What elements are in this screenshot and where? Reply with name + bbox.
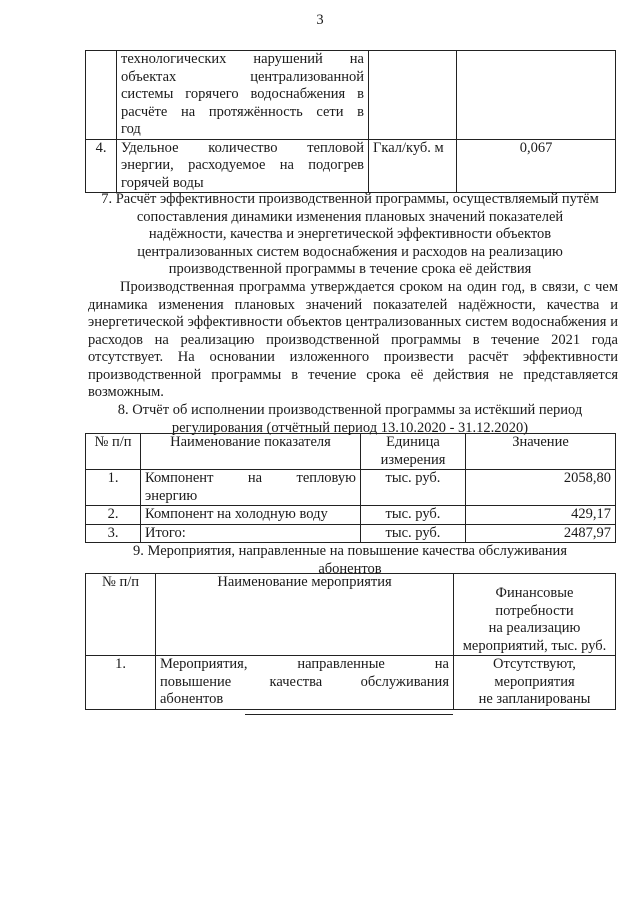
text-line: системы горячего водоснабжения в (121, 86, 364, 102)
indicator-name-cell: Компонент на холодную воду (141, 506, 361, 525)
table-header-row (86, 434, 616, 470)
indicator-name-cell (117, 139, 369, 193)
value-cell: 2058,80 (466, 470, 616, 506)
text-line: Отсутствуют, (493, 656, 576, 672)
table-row (86, 470, 616, 506)
heading-line: 9. Мероприятия, направленные на повышение качества обслуживания (133, 543, 567, 559)
heading-line: 8. Отчёт об исполнении производственной программы за истёкший период (117, 402, 583, 418)
text-line: на реализацию (488, 620, 581, 636)
heading-line: 7. Расчёт эффективности производственной программы, осуществляемый путём (101, 191, 599, 207)
text-line: расчёте на протяжённость сети в (121, 103, 364, 120)
text-line: энергии, расходуемое на подогрев (121, 157, 364, 173)
section-8-heading (80, 402, 620, 437)
unit-cell (369, 51, 457, 140)
text-line: не запланированы (478, 691, 591, 707)
table-row (86, 524, 616, 543)
text-line: горячей воды (121, 174, 204, 191)
row-number-cell: 2. (86, 506, 141, 525)
header-financial-needs (454, 574, 616, 656)
section-7-paragraph: Производственная программа утверждается сроком на один год, в связи, с чем динамика изменения плановых значений показателей надёжности, качества и энергетической эффективности объектов централизованных систем водоснабжения и расходов на реализацию производственной программы в течение 2021 года отсутствует. На основании изложенного произвести расчёт эффективности производственной программы в течение срока её действия не представляется возможным. (88, 279, 618, 400)
table-row (86, 51, 616, 140)
text-line: мероприятия (494, 673, 575, 690)
text-line: повышение качества обслуживания (160, 673, 449, 690)
heading-line: регулирования (отчётный период 13.10.2020 - 31.12.2020) (171, 419, 529, 436)
service-measures-table (85, 573, 616, 710)
section-7-heading (80, 191, 620, 279)
heading-line: сопоставления динамики изменения плановых значений показателей (136, 208, 564, 225)
header-indicator-name: Наименование показателя (141, 434, 361, 470)
row-number-cell: 1. (86, 656, 156, 710)
row-number-cell (86, 51, 117, 140)
header-unit: Единица измерения (361, 434, 466, 470)
header-measure-name: Наименование мероприятия (156, 574, 454, 656)
value-cell (457, 51, 616, 140)
indicator-name-cell (117, 51, 369, 140)
header-number: № п/п (86, 434, 141, 470)
text-line: потребности (495, 602, 574, 619)
table-row (86, 506, 616, 525)
text-line: Мероприятия, направленные на (160, 656, 449, 672)
value-cell: 0,067 (457, 139, 616, 193)
header-value: Значение (466, 434, 616, 470)
text-line: Финансовые (495, 585, 574, 601)
text-line: год (121, 121, 141, 137)
text-line: технологических нарушений на (121, 51, 364, 67)
measure-name-cell (156, 656, 454, 710)
program-report-table (85, 433, 616, 543)
value-cell: 429,17 (466, 506, 616, 525)
unit-cell: Гкал/куб. м (369, 139, 457, 193)
row-number-cell: 1. (86, 470, 141, 506)
text-line: мероприятий, тыс. руб. (462, 637, 607, 654)
table-header-row (86, 574, 616, 656)
header-number: № п/п (86, 574, 156, 656)
heading-line: абонентов (318, 560, 382, 577)
text-line: энергию (145, 487, 198, 504)
text-line: абонентов (160, 691, 224, 707)
indicator-name-cell: Итого: (141, 524, 361, 543)
row-number-cell: 4. (86, 139, 117, 193)
heading-line: централизованных систем водоснабжения и расходов на реализацию (137, 243, 563, 260)
indicator-name-cell (141, 470, 361, 506)
table-row (86, 139, 616, 193)
heading-line: надёжности, качества и энергетической эффективности объектов (148, 226, 552, 242)
row-number-cell: 3. (86, 524, 141, 543)
unit-cell: тыс. руб. (361, 506, 466, 525)
heading-line: производственной программы в течение срока её действия (168, 261, 532, 277)
text-line: объектах централизованной (121, 68, 364, 85)
page-number: 3 (316, 12, 324, 28)
table-row (86, 656, 616, 710)
closing-divider (245, 714, 453, 715)
financial-needs-cell (454, 656, 616, 710)
unit-cell: тыс. руб. (361, 470, 466, 506)
indicators-table-continuation (85, 50, 616, 193)
value-cell: 2487,97 (466, 524, 616, 543)
unit-cell: тыс. руб. (361, 524, 466, 543)
text-line: Компонент на тепловую (145, 470, 356, 486)
text-line: Удельное количество тепловой (121, 139, 364, 156)
